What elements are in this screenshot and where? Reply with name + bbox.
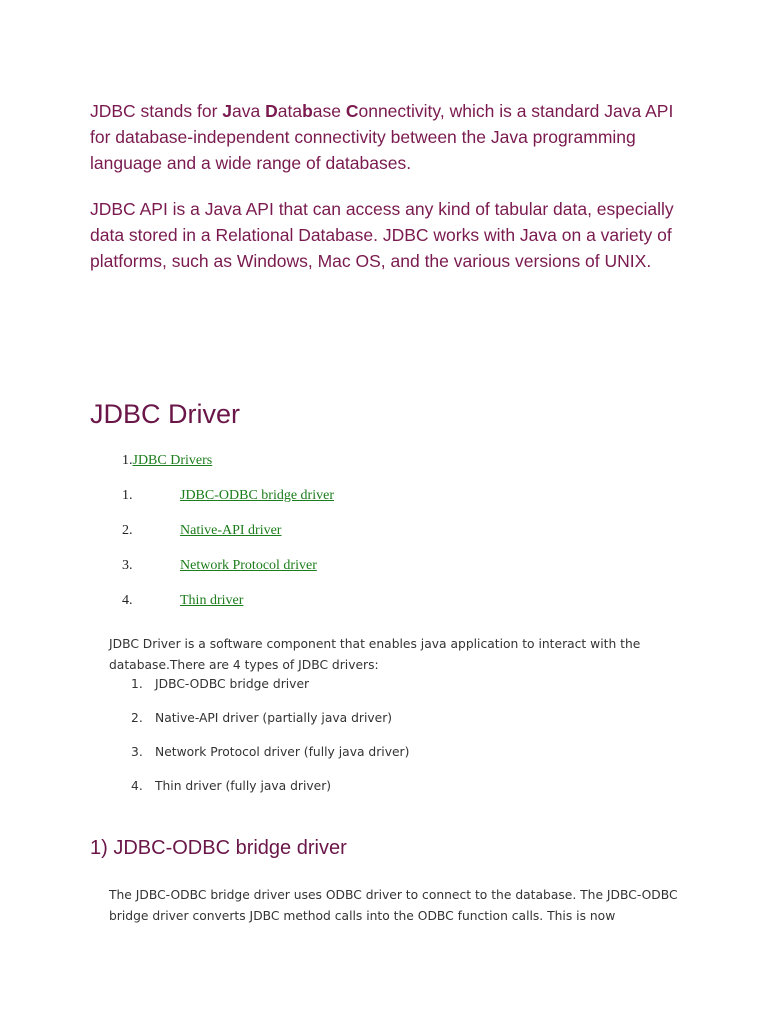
toc-item bbox=[122, 592, 522, 610]
intro-paragraph-2: JDBC API is a Java API that can access any kind of tabular data, especially data stored in a Relational Database. JDBC works with Java on a variety of platforms, such as Windows, Mac OS, and the various versions of UNIX. bbox=[90, 199, 674, 271]
list-item bbox=[131, 776, 409, 810]
list-item bbox=[131, 708, 409, 742]
toc-main-link[interactable]: JDBC Drivers bbox=[132, 453, 213, 468]
intro-p1-ava: ava bbox=[232, 101, 266, 121]
intro-p1-b: b bbox=[302, 101, 313, 121]
list-item bbox=[131, 674, 409, 708]
bridge-driver-description: The JDBC-ODBC bridge driver uses ODBC driver to connect to the database. The JDBC-ODBC bridge driver converts JDBC method calls into the ODBC function calls. This is now bbox=[109, 888, 678, 923]
toc-link-jdbc-odbc-bridge[interactable]: JDBC-ODBC bridge driver bbox=[180, 488, 334, 503]
list-item-label: JDBC-ODBC bridge driver bbox=[155, 677, 310, 691]
intro-p1-ase: ase bbox=[312, 101, 346, 121]
toc-item-number: 4. bbox=[122, 593, 133, 608]
list-item-number: 3. bbox=[131, 745, 143, 759]
intro-paragraph-1 bbox=[90, 98, 690, 176]
list-item-number: 4. bbox=[131, 779, 143, 793]
toc-item-number: 3. bbox=[122, 558, 133, 573]
bridge-driver-heading: 1) JDBC-ODBC bridge driver bbox=[90, 837, 347, 859]
toc-link-native-api[interactable]: Native-API driver bbox=[180, 523, 282, 538]
intro-p1-D: D bbox=[265, 101, 278, 121]
list-item-number: 1. bbox=[131, 677, 143, 691]
jdbc-driver-heading: JDBC Driver bbox=[90, 399, 241, 429]
list-item-label: Thin driver (fully java driver) bbox=[155, 779, 332, 793]
driver-types-list bbox=[131, 674, 409, 810]
intro-p1-prefix: JDBC stands for bbox=[90, 101, 223, 121]
list-item bbox=[131, 742, 409, 776]
toc-item-number: 1. bbox=[122, 488, 133, 503]
driver-description: JDBC Driver is a software component that enables java application to interact with the database.There are 4 types of JDBC drivers: bbox=[109, 637, 641, 672]
intro-p1-ata: ata bbox=[277, 101, 303, 121]
list-item-number: 2. bbox=[131, 711, 143, 725]
list-item-label: Native-API driver (partially java driver) bbox=[155, 711, 393, 725]
toc-main-number: 1. bbox=[122, 453, 133, 468]
toc-item bbox=[122, 557, 522, 575]
toc-link-thin-driver[interactable]: Thin driver bbox=[180, 593, 244, 608]
toc-main-item bbox=[122, 452, 212, 470]
intro-p1-J: J bbox=[222, 101, 233, 121]
toc-link-network-protocol[interactable]: Network Protocol driver bbox=[180, 558, 317, 573]
intro-p1-C: C bbox=[345, 101, 359, 121]
list-item-label: Network Protocol driver (fully java driver) bbox=[155, 745, 410, 759]
toc-item bbox=[122, 522, 522, 540]
toc-item-number: 2. bbox=[122, 523, 133, 538]
intro-p1-rest: onnectivity, which is a standard Java API for database-independent connectivity between the Java programming language and a wide range of databases. bbox=[90, 101, 674, 173]
toc-item bbox=[122, 487, 522, 505]
